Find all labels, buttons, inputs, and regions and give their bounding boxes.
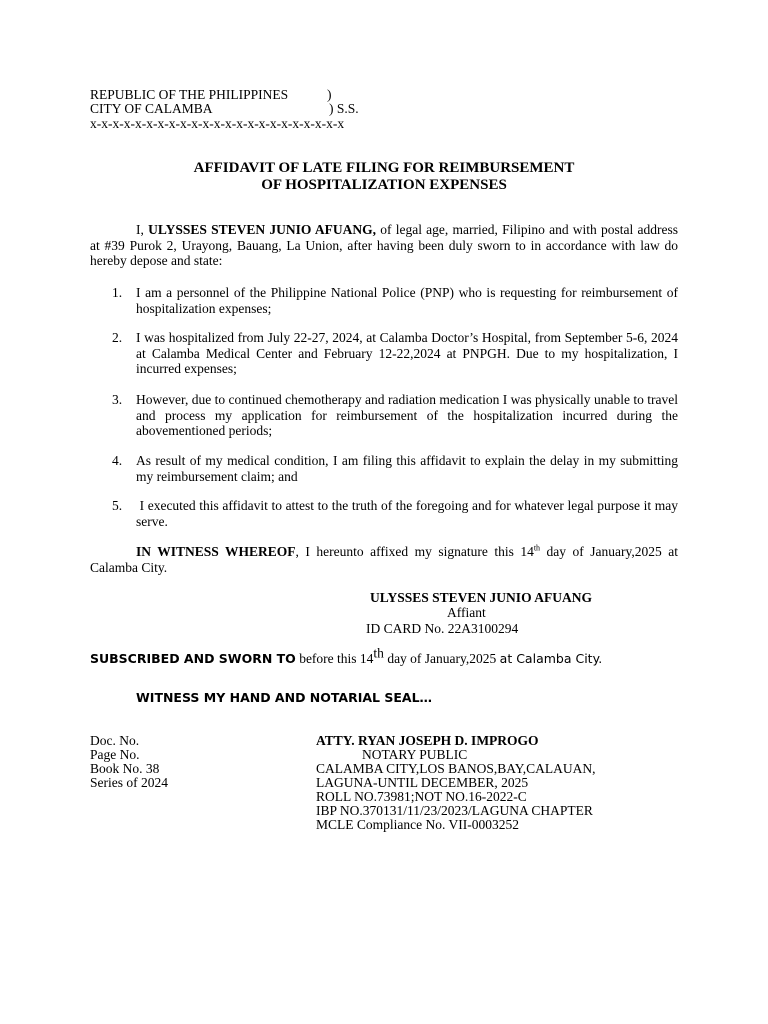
list-item: However, due to continued chemotherapy and radiation medication I was physically unable to travel and process my application for reimbursement of the hospitalization incurred during the abovementioned periods; [136,392,678,438]
subscribed-text-a: before this 14 [295,651,374,666]
notary-mcle-compliance: MCLE Compliance No. VII-0003252 [316,817,519,832]
title-line-2: OF HOSPITALIZATION EXPENSES [261,177,507,193]
venue-ss: ) S.S. [329,101,359,116]
intro-body: of legal age, married, Filipino and with postal address at #39 Purok 2, Urayong, Bauang, La Union, after having been duly sworn to in accordance with law do hereby depose and state: [90,222,678,268]
notary-title: NOTARY PUBLIC [362,747,468,762]
subscribed-ordinal: th [373,645,384,661]
witness-heading: IN WITNESS WHEREOF [136,544,296,559]
subscribed-paragraph [90,645,678,666]
doc-number: Doc. No. [90,733,140,748]
series-year: Series of 2024 [90,775,168,790]
list-item: As result of my medical condition, I am filing this affidavit to explain the delay in my submitting my reimbursement claim; and [136,453,678,484]
venue-republic: REPUBLIC OF THE PHILIPPINES [90,87,289,102]
notary-name: ATTY. RYAN JOSEPH D. IMPROGO [316,733,539,748]
witness-text-a: , I hereunto affixed my signature this 14 [295,544,534,559]
intro-paragraph [90,222,678,269]
affiant-role: Affiant [447,605,486,620]
list-item-number: 5. [112,498,123,513]
intro-prefix: I, [136,222,149,237]
subscribed-place: at Calamba City. [499,651,603,666]
notarial-seal-line: WITNESS MY HAND AND NOTARIAL SEAL… [136,690,433,705]
list-item-number: 2. [112,330,123,345]
list-item: I executed this affidavit to attest to the truth of the foregoing and for whatever legal purpose it may serve. [136,498,682,529]
notary-commission-term: LAGUNA-UNTIL DECEMBER, 2025 [316,775,529,790]
affiant-name-intro: ULYSSES STEVEN JUNIO AFUANG, [148,222,376,237]
notary-ibp-number: IBP NO.370131/11/23/2023/LAGUNA CHAPTER [316,803,593,818]
list-item: I was hospitalized from July 22-27, 2024, at Calamba Doctor’s Hospital, from September 5-6, 2024 at Calamba Medical Center and February 12-22,2024 at PNPGH. Due to my hospitalization, I incurred expenses; [136,330,678,376]
subscribed-text-b: day of January,2025 [383,651,500,666]
book-number: Book No. 38 [90,761,160,776]
list-item-number: 3. [112,392,123,407]
subscribed-heading: SUBSCRIBED AND SWORN TO [90,651,296,666]
witness-text-b: day of January,2025 at Calamba City. [90,544,678,575]
venue-separator: x-x-x-x-x-x-x-x-x-x-x-x-x-x-x-x-x-x-x-x-x-x-x [90,116,345,131]
witness-ordinal: th [533,543,541,553]
page-number: Page No. [90,747,140,762]
notary-roll-number: ROLL NO.73981;NOT NO.16-2022-C [316,789,527,804]
affiant-id: ID CARD No. 22A3100294 [366,621,519,636]
venue-paren-1: ) [327,87,332,102]
witness-paragraph [90,544,678,575]
notary-commission-area: CALAMBA CITY,LOS BANOS,BAY,CALAUAN, [316,761,596,776]
list-item-number: 4. [112,453,123,468]
list-item-number: 1. [112,285,123,300]
title-line-1: AFFIDAVIT OF LATE FILING FOR REIMBURSEMENT [193,160,575,176]
list-item: I am a personnel of the Philippine National Police (PNP) who is requesting for reimbursement of hospitalization expenses; [136,285,678,316]
venue-city: CITY OF CALAMBA [90,101,213,116]
affiant-name: ULYSSES STEVEN JUNIO AFUANG [370,590,592,605]
